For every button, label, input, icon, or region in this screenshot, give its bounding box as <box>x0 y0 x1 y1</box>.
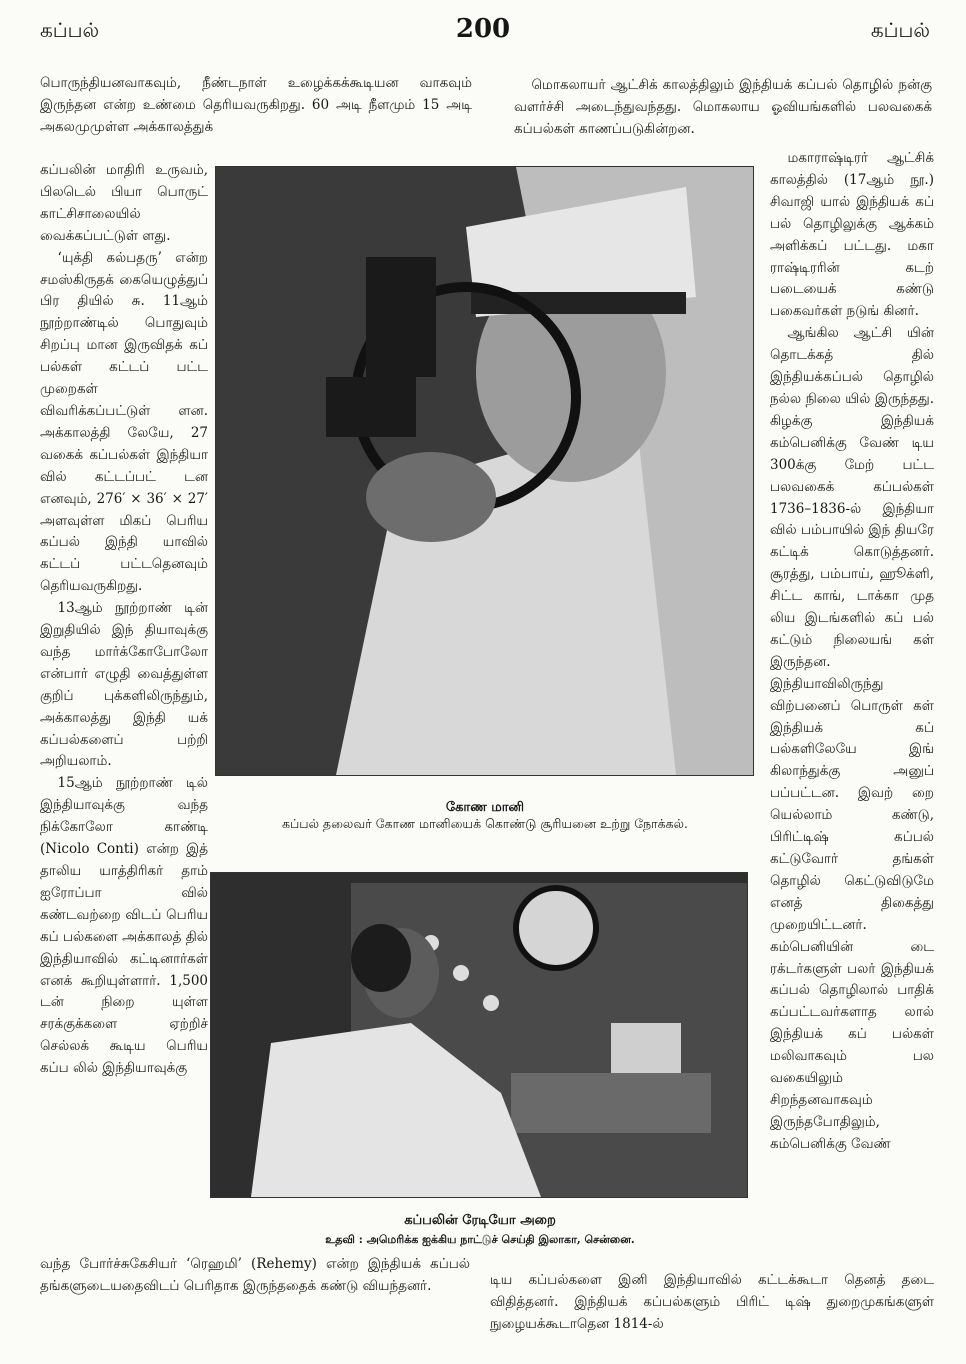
figure2-caption <box>210 1213 750 1248</box>
paragraph: கப்பலின் மாதிரி உருவம், பிலடெல் பியா பொருட் காட்சிசாலையில் வைக்கப்பட்டுள் ளது. <box>40 162 208 244</box>
figure2-title: கப்பலின் ரேடியோ அறை <box>404 1213 556 1228</box>
page-number: 200 <box>455 14 511 44</box>
right-column <box>770 148 934 1270</box>
bottom-right-paragraph <box>490 1270 934 1354</box>
header-right-title: கப்பல் <box>870 18 930 42</box>
radio-room-photo-illustration <box>211 873 747 1197</box>
right-top-paragraph <box>514 75 932 141</box>
sextant-photo-illustration <box>216 167 753 775</box>
paragraph: பொருந்தியனவாகவும், நீண்டநாள் உழைக்கக்கூடியன வாகவும் இருந்தன என்ற உண்மை தெரியவருகிறது. 60 அடி நீளமும் 15 அடி அகலமுமுள்ள அக்காலத்துக் <box>40 75 472 135</box>
left-top-paragraph <box>40 73 472 139</box>
paragraph: 15ஆம் நூற்றாண் டில் இந்தியாவுக்கு வந்த நிக்கோலோ காண்டி (Nicolo Conti) என்ற இத் தாலிய யாத்திரிகர் தாம் ஐரோப்பா வில் கண்டவற்றை விடப் பெரிய கப் பல்களை அக்காலத் தில் இந்தியாவில் கட்டினார்கள் எனக் கூறியுள்ளார். 1,500 டன் நிறை யுள்ள சரக்குக்களை ஏற்றிச் செல்லக் கூடிய பெரிய கப்ப லில் இந்தியாவுக்கு <box>40 775 208 1077</box>
paragraph: ஆங்கில ஆட்சி யின் தொடக்கத் தில் இந்தியக்கப்பல் தொழில் நல்ல நிலை யில் இருந்தது. கிழக்கு இந்தியக் கம்பெனிக்கு வேண் டிய 300க்கு மேற் பட்ட பலவகைக் கப்பல்கள் 1736–1836-ல் இந்தியா வில் பம்பாயில் இந் தியரே கட்டிக் கொடுத்தனர். சூரத்து, பம்பாய், ஹூக்ளி, சிட்ட காங், டாக்கா முத லிய இடங்களில் கப் பல் கட்டும் நிலையங் கள் இருந்தன. இந்தியாவிலிருந்து விற்பனைப் பொருள் கள் இந்தியக் கப் பல்களிலேயே இங் கிலாந்துக்கு அனுப் பப்பட்டன. இவற் றை யெல்லாம் கண்டு, பிரிட்டிஷ் கப்பல் கட்டுவோர் தங்கள் தொழில் கெட்டுவிடுமே எனத் திகைத்து முறையிட்டனர். கம்பெனியின் டை ரக்டர்களுள் பலர் இந்தியக் கப்பல் தொழிலால் பாதிக் கப்பட்டவர்களாத லால் இந்தியக் கப் பல்கள் மலிவாகவும் பல வகையிலும் சிறந்தனவாகவும் இருந்தபோதிலும், கம்பெனிக்கு வேண் <box>770 325 934 1152</box>
radio-room-photo <box>210 872 748 1198</box>
paragraph: மொகலாயர் ஆட்சிக் காலத்திலும் இந்தியக் கப்பல் தொழில் நன்கு வளர்ச்சி அடைந்துவந்தது. மொகலாய ஓவியங்களில் பலவகைக் கப்பல்கள் காணப்படுகின்றன. <box>514 77 932 137</box>
figure1-caption-text: கப்பல் தலைவர் கோண மானியைக் கொண்டு சூரியனை உற்று நோக்கல். <box>281 816 689 831</box>
paragraph: வந்த போர்ச்சுகேசியர் ‘ரெஹமி’ (Rehemy) என்ற இந்தியக் கப்பல் தங்களுடையதைவிடப் பெரிதாக இருந்ததைக் கண்டு வியந்தனர். <box>40 1256 470 1294</box>
bottom-left-paragraph <box>40 1254 470 1354</box>
figure1-title: கோண மானி <box>445 800 525 815</box>
paragraph: மகாராஷ்டிரர் ஆட்சிக் காலத்தில் (17ஆம் நூ.) சிவாஜி யால் இந்தியக் கப் பல் தொழிலுக்கு ஆக்கம் அளிக்கப் பட்டது. மகா ராஷ்டிரரின் கடற் படையைக் கண்டு பகைவர்கள் நடுங் கினர். <box>770 150 934 320</box>
header-left-title: கப்பல் <box>40 18 100 42</box>
paragraph: ‘யுக்தி கல்பதரு’ என்ற சமஸ்கிருதக் கையெழுத்துப் பிர தியில் சு. 11ஆம் நூற்றாண்டில் பொதுவும் சிறப்பு மான இருவிதக் கப் பல்கள் கட்டப் பட்ட முறைகள் விவரிக்கப்பட்டுள் ளன. அக்காலத்தி லேயே, 27 வகைக் கப்பல்கள் இந்தியா வில் கட்டப்பட் டன எனவும், 276′ × 36′ × 27′ அளவுள்ள மிகப் பெரிய கப்பல் இந்தி யாவில் கட்டப் பட்டதெனவும் தெரியவருகிறது. <box>40 249 208 595</box>
paragraph: 13ஆம் நூற்றாண் டின் இறுதியில் இந் தியாவுக்கு வந்த மார்க்கோபோலோ என்பார் எழுதி வைத்துள்ள குறிப் புக்களிலிருந்தும், அக்காலத்து இந்தி யக் கப்பல்களைப் பற்றி அறியலாம். <box>40 600 208 770</box>
figure2-credit: உதவி : அமெரிக்க ஐக்கிய நாட்டுச் செய்தி இலாகா, சென்னை. <box>325 1233 635 1246</box>
sextant-photo <box>215 166 754 776</box>
figure1-caption <box>215 800 755 833</box>
paragraph: டிய கப்பல்களை இனி இந்தியாவில் கட்டக்கூடா தெனத் தடை விதித்தனர். இந்தியக் கப்பல்களும் பிரிட் டிஷ் துறைமுகங்களுள் நுழையக்கூடாதென 1814-ல் <box>490 1272 934 1332</box>
left-column <box>40 160 208 1254</box>
